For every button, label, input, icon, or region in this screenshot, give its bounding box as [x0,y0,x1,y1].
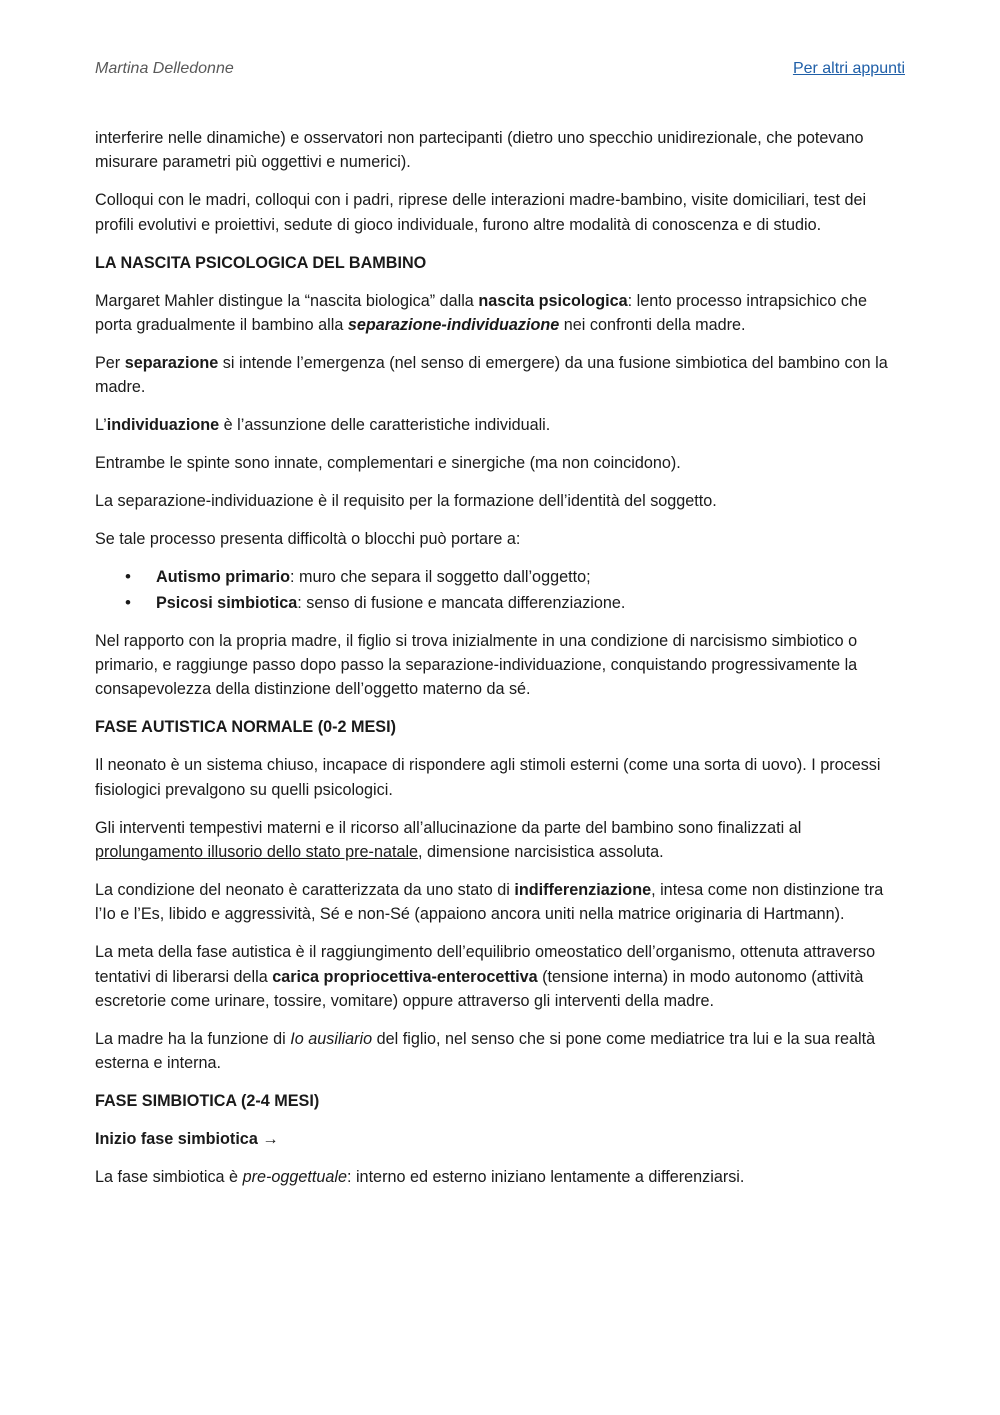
list-item [156,565,907,589]
subsection-heading [95,1127,907,1151]
bullet-list [95,565,907,615]
text-run: : lento processo intrapsichico che porta gradualmente il bambino alla [95,291,867,334]
paragraph: Colloqui con le madri, colloqui con i padri, riprese delle interazioni madre-bambino, visite domiciliari, test dei profili evolutivi e proiettivi, sedute di gioco individuale, furono altre modalità di conoscenza e di studio. [95,191,867,234]
paragraph [95,878,907,927]
bold-term: Psicosi simbiotica [156,593,298,612]
underlined-term: prolungamento illusorio dello stato pre-natale [95,842,419,861]
bold-italic-term: separazione-individuazione [347,315,560,334]
bold-term: separazione [124,353,219,372]
text-run: , intesa come non distinzione tra l’Io e l’Es, libido e aggressività, Sé e non-Sé (appaiono ancora uniti nella matrice originaria di Hartmann). [95,880,884,924]
italic-term: Io ausiliario [290,1029,373,1048]
paragraph [95,289,907,338]
paragraph [95,1165,907,1189]
text-run: (tensione interna) in modo autonomo (attività escretorie come urinare, tossire, vomitare) oppure attraverso gli interventi della madre. [95,967,864,1010]
text-run: nei confronti della madre. [559,315,746,334]
paragraph: Il neonato è un sistema chiuso, incapace di rispondere agli stimoli esterni (come una sorta di uovo). I processi fisiologici prevalgono su quelli psicologici. [95,756,881,799]
paragraph [95,351,907,400]
text-run: , dimensione narcisistica assoluta. [418,842,664,861]
arrow-right-icon: → [262,1130,279,1149]
text-run: : senso di fusione e mancata differenziazione. [297,593,626,612]
section-heading: LA NASCITA PSICOLOGICA DEL BAMBINO [95,253,427,272]
text-run: : interno ed esterno iniziano lentamente a differenziarsi. [346,1168,745,1186]
list-item [156,591,907,615]
paragraph: La separazione-individuazione è il requisito per la formazione dell’identità del soggetto. [95,491,717,510]
bold-term: carica propriocettiva-enterocettiva [272,967,538,986]
text-run: La fase simbiotica è [95,1168,243,1186]
author-name: Martina Delledonne [95,60,234,77]
text-run: L’ [95,416,107,435]
paragraph [95,1027,907,1076]
paragraph [95,940,907,1013]
text-run: del figlio, nel senso che si pone come mediatrice tra lui e la sua realtà esterna e interna. [95,1029,876,1073]
italic-term: pre-oggettuale [242,1168,347,1186]
text-run: La meta della fase autistica è il raggiungimento dell’equilibrio omeostatico dell’organismo, ottenuta attraverso tentativi di liberarsi della [95,943,876,986]
section-heading: FASE AUTISTICA NORMALE (0-2 MESI) [95,718,396,737]
paragraph: Entrambe le spinte sono innate, complementari e sinergiche (ma non coincidono). [95,454,681,473]
bold-term: indifferenziazione [514,880,652,899]
paragraph [95,413,907,437]
text-run: è l’assunzione delle caratteristiche individuali. [219,416,551,435]
text-run: si intende l’emergenza (nel senso di emergere) da una fusione simbiotica del bambino con la madre. [95,353,888,397]
paragraph: interferire nelle dinamiche) e osservatori non partecipanti (dietro uno specchio unidirezionale, che potevano misurare parametri più oggettivi e numerici). [95,129,864,172]
text-run: Margaret Mahler distingue la “nascita biologica” dalla [95,291,479,310]
bold-term: nascita psicologica [478,291,628,310]
text-run: Per [95,353,125,372]
paragraph: Nel rapporto con la propria madre, il figlio si trova inizialmente in una condizione di narcisismo simbiotico o primario, e raggiunge passo dopo passo la separazione-individuazione, conquistando progressivamente la consapevolezza della distinzione dell’oggetto materno da sé. [95,631,858,699]
section-heading: FASE SIMBIOTICA (2-4 MESI) [95,1092,320,1111]
paragraph [95,816,907,865]
subsection-title: Inizio fase simbiotica [95,1130,263,1149]
text-run: : muro che separa il soggetto dall’oggetto; [290,567,591,586]
text-run: La madre ha la funzione di [95,1029,291,1048]
document-body [95,126,907,1203]
more-notes-link[interactable]: Per altri appunti [792,60,905,77]
bold-term: Autismo primario [156,567,291,586]
page-header [95,60,905,84]
text-run: La condizione del neonato è caratterizzata da uno stato di [95,880,515,899]
paragraph: Se tale processo presenta difficoltà o blocchi può portare a: [95,529,521,548]
bold-term: individuazione [106,416,220,435]
text-run: Gli interventi tempestivi materni e il ricorso all’allucinazione da parte del bambino sono finalizzati al [95,818,802,837]
